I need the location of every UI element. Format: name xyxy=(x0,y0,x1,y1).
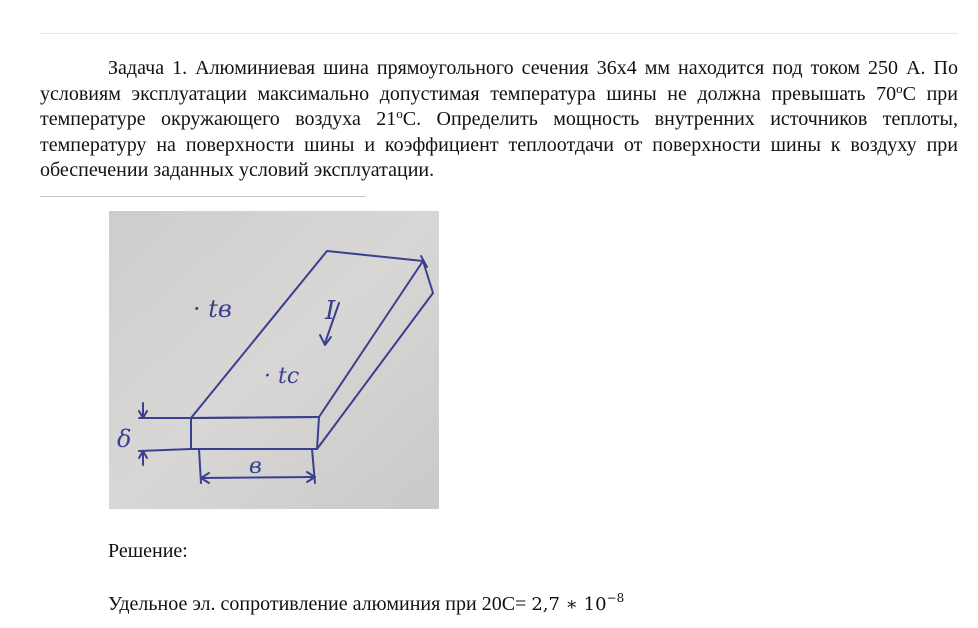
degree-symbol: o xyxy=(896,80,903,96)
busbar-sketch xyxy=(109,211,439,509)
resistivity-line xyxy=(108,593,624,616)
busbar-sketch-photo xyxy=(109,211,439,509)
degree-symbol: o xyxy=(396,106,403,122)
problem-text-1: Алюминиевая шина прямоугольного сечения 36х4 мм находится под током 250 А. По условиям эксплуатации максимально допустимая температура шины не должна превышать 70 xyxy=(40,57,958,105)
resistivity-value xyxy=(531,591,625,615)
text-underline xyxy=(40,196,366,197)
solution-heading: Решение: xyxy=(108,540,188,562)
problem-heading: Задача 1. xyxy=(108,57,188,79)
problem-statement xyxy=(40,56,958,184)
problem-text-3: С. Определить мощность внутренних источников теплоты, температуру на поверхности шины и коэффициент теплоотдачи от поверхности шины к воздуху при обеспечении заданных условий эксплуатации. xyxy=(40,108,958,182)
width-label: в xyxy=(249,454,262,479)
surface-temperature-label: · tс xyxy=(264,364,300,389)
thickness-label: δ xyxy=(117,425,132,453)
page-top-rule xyxy=(40,33,958,34)
resistivity-exponent: −8 xyxy=(606,591,625,605)
current-label: I xyxy=(325,296,336,326)
resistivity-text: Удельное эл. сопротивление алюминия при 20С= xyxy=(108,593,532,615)
resistivity-mantissa: 2,7 ∗ 10 xyxy=(531,594,607,615)
problem-text-2: С при температуре окружающего воздуха 21 xyxy=(40,82,959,131)
air-temperature-label: · tв xyxy=(193,295,232,323)
